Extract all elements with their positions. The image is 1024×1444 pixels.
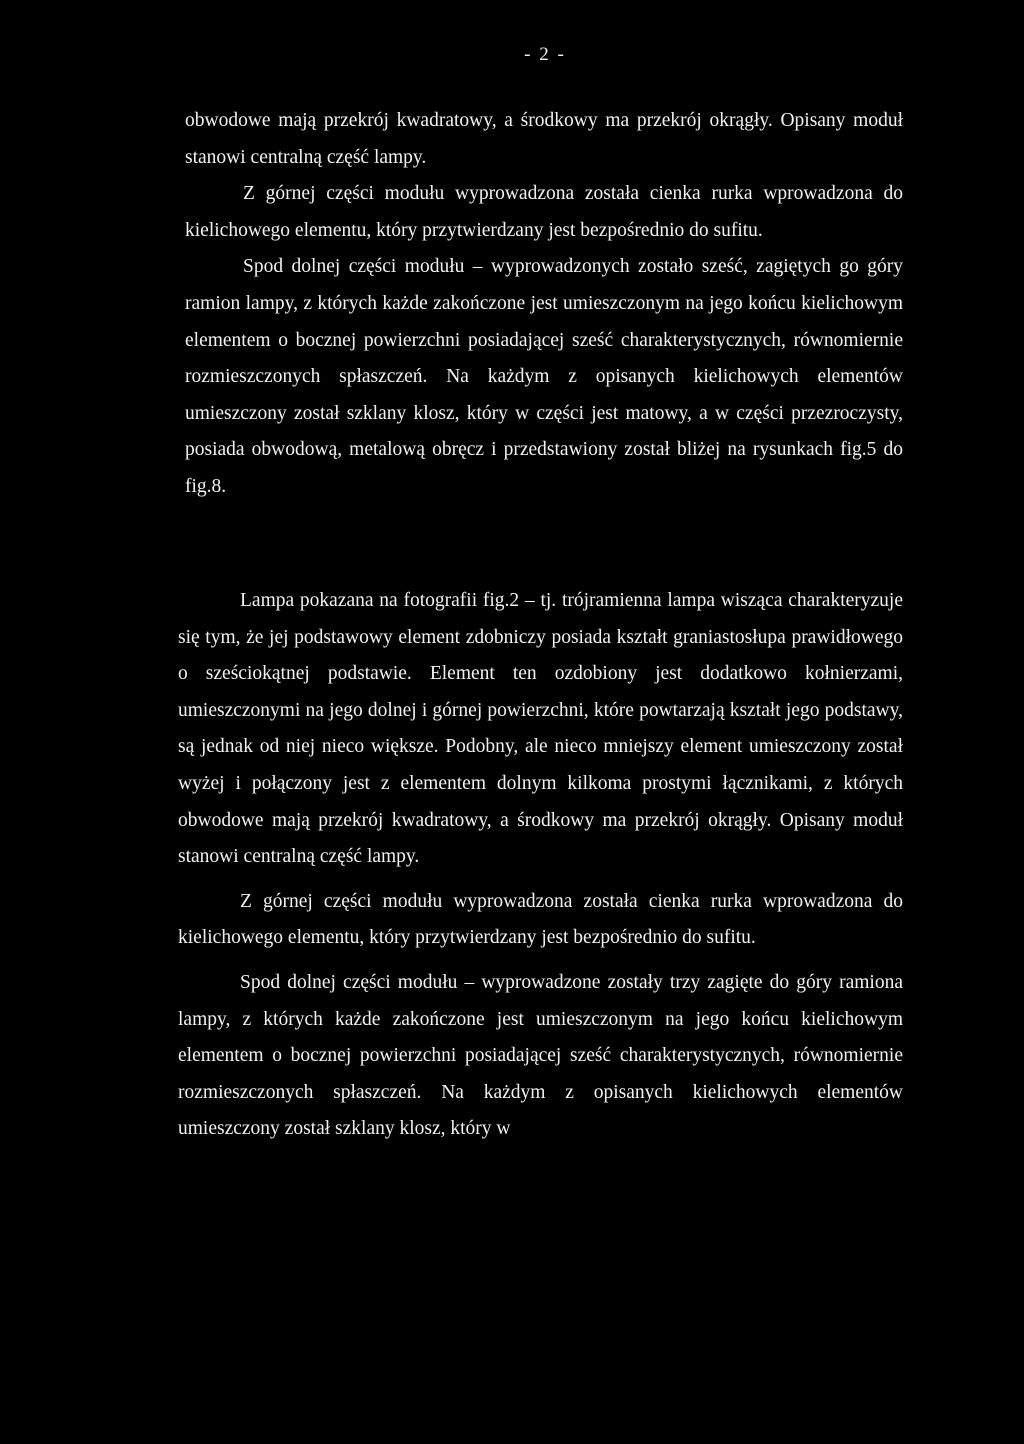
page-number: - 2 - <box>524 44 566 65</box>
lower-text-section <box>178 583 903 1148</box>
paragraph-upper-2: Z górnej części modułu wyprowadzona została cienka rurka wprowadzona do kielichowego elementu, który przytwierdzany jest bezpośrednio do sufitu. <box>185 183 903 241</box>
paragraph-upper-1: obwodowe mają przekrój kwadratowy, a środkowy ma przekrój okrągły. Opisany moduł stanowi centralną część lampy. <box>185 110 903 168</box>
upper-text-section <box>185 103 903 506</box>
paragraph-upper-3: Spod dolnej części modułu – wyprowadzonych zostało sześć, zagiętych go góry ramion lampy, z których każde zakończone jest umieszczonym na jego końcu kielichowym elementem o bocznej powierzchni posiadającej sześć charakterystycznych, równomiernie rozmieszczonych spłaszczeń. Na każdym z opisanych kielichowych elementów umieszczony został szklany klosz, który w części jest matowy, a w części przezroczysty, posiada obwodową, metalową obręcz i przedstawiony został bliżej na rysunkach fig.5 do fig.8. <box>185 256 903 497</box>
paragraph-lower-3: Spod dolnej części modułu – wyprowadzone zostały trzy zagięte do góry ramiona lampy, z których każde zakończone jest umieszczonym na jego końcu kielichowym elementem o bocznej powierzchni posiadającej sześć charakterystycznych, równomiernie rozmieszczonych spłaszczeń. Na każdym z opisanych kielichowych elementów umieszczony został szklany klosz, który w <box>178 971 903 1140</box>
paragraph-lower-2: Z górnej części modułu wyprowadzona została cienka rurka wprowadzona do kielichowego elementu, który przytwierdzany jest bezpośrednio do sufitu. <box>178 890 903 949</box>
paragraph-lower-1: Lampa pokazana na fotografii fig.2 – tj. trójramienna lampa wisząca charakteryzuje się tym, że jej podstawowy element zdobniczy posiada kształt graniastosłupa prawidłowego o sześciokątnej podstawie. Element ten ozdobiony jest dodatkowo kołnierzami, umieszczonymi na jego dolnej i górnej powierzchni, które powtarzają kształt jego podstawy, są jednak od niej nieco większe. Podobny, ale nieco mniejszy element umieszczony został wyżej i połączony jest z elementem dolnym kilkoma prostymi łącznikami, z których obwodowe mają przekrój kwadratowy, a środkowy ma przekrój okrągły. Opisany moduł stanowi centralną część lampy. <box>178 590 903 868</box>
